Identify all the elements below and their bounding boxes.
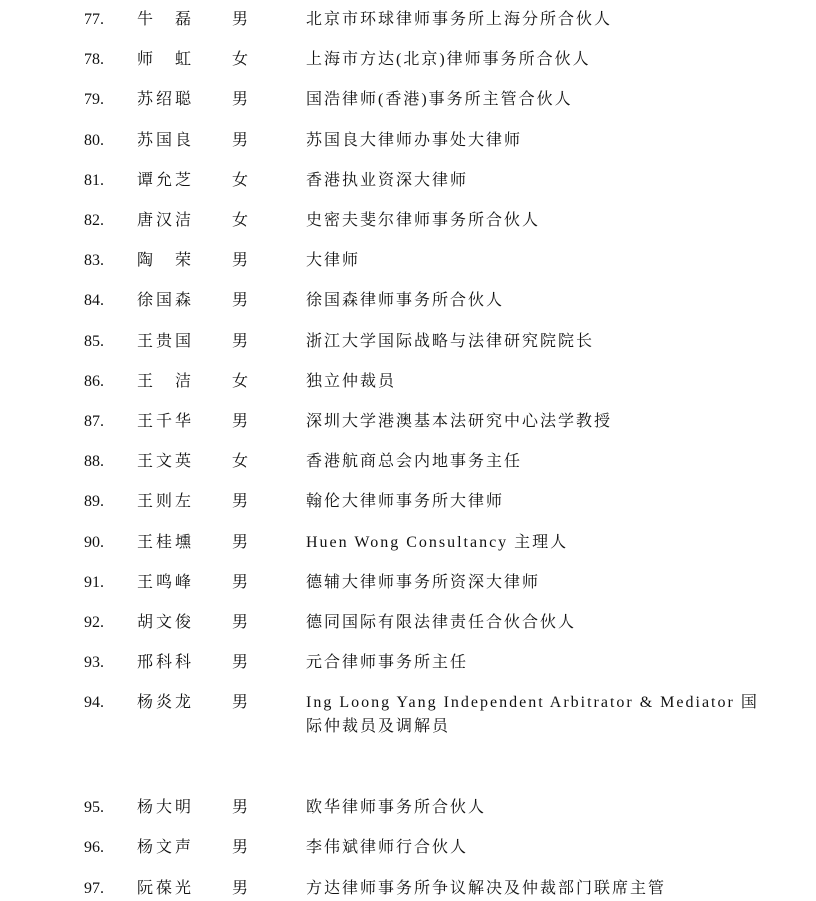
entry-gender: 男 bbox=[232, 839, 249, 857]
entry-name: 王则左 bbox=[137, 493, 195, 511]
entry-number: 92. bbox=[84, 614, 104, 631]
entry-number: 97. bbox=[84, 879, 104, 897]
entry-gender: 男 bbox=[232, 91, 249, 109]
entry-name: 王文英 bbox=[137, 453, 195, 471]
entry-gender: 男 bbox=[232, 573, 249, 591]
entry-name: 杨炎龙 bbox=[137, 694, 195, 712]
entry-gender: 男 bbox=[232, 131, 249, 149]
entry-organization: 国浩律师(香港)事务所主管合伙人 bbox=[306, 91, 573, 109]
entry-name: 苏绍聪 bbox=[137, 91, 195, 109]
entry-number: 77. bbox=[84, 11, 104, 28]
entry-name: 唐汉洁 bbox=[137, 212, 195, 229]
entry-number: 93. bbox=[84, 654, 104, 672]
entry-organization: 方达律师事务所争议解决及仲裁部门联席主管 bbox=[306, 879, 667, 897]
entry-organization: 北京市环球律师事务所上海分所合伙人 bbox=[306, 11, 613, 28]
entry-name: 谭允芝 bbox=[137, 171, 195, 189]
entry-name: 苏国良 bbox=[137, 131, 195, 149]
entry-gender: 男 bbox=[232, 252, 249, 270]
entry-organization: 德辅大律师事务所资深大律师 bbox=[306, 573, 541, 591]
entry-gender: 女 bbox=[232, 51, 249, 69]
entry-number: 86. bbox=[84, 372, 104, 390]
entry-gender: 女 bbox=[232, 372, 249, 390]
entry-name: 王鸣峰 bbox=[137, 573, 195, 591]
entry-gender: 男 bbox=[232, 533, 249, 551]
entry-organization: 香港航商总会内地事务主任 bbox=[306, 453, 523, 471]
entry-number: 80. bbox=[84, 131, 104, 149]
entry-organization: 欧华律师事务所合伙人 bbox=[306, 798, 487, 816]
entry-number: 85. bbox=[84, 332, 104, 350]
entry-organization: 元合律师事务所主任 bbox=[306, 654, 469, 672]
entry-organization: 德同国际有限法律责任合伙合伙人 bbox=[306, 614, 577, 631]
entry-gender: 男 bbox=[232, 11, 249, 28]
entry-number: 83. bbox=[84, 252, 104, 270]
entry-gender: 男 bbox=[232, 614, 249, 631]
entry-organization: 史密夫斐尔律师事务所合伙人 bbox=[306, 212, 541, 229]
entry-name: 胡文俊 bbox=[137, 614, 195, 631]
entry-organization: 李伟斌律师行合伙人 bbox=[306, 839, 469, 857]
entry-organization: 浙江大学国际战略与法律研究院院长 bbox=[306, 332, 595, 350]
entry-name: 徐国森 bbox=[137, 292, 195, 310]
entry-gender: 男 bbox=[232, 879, 249, 897]
entry-number: 87. bbox=[84, 413, 104, 430]
entry-name: 邢科科 bbox=[137, 654, 195, 672]
entry-name: 师 虹 bbox=[137, 51, 195, 69]
entry-number: 90. bbox=[84, 533, 104, 551]
entry-name: 杨大明 bbox=[137, 798, 195, 816]
entry-gender: 男 bbox=[232, 694, 249, 712]
entry-organization: 大律师 bbox=[306, 252, 361, 270]
entry-number: 82. bbox=[84, 212, 104, 229]
entry-organization: Huen Wong Consultancy 主理人 bbox=[306, 533, 569, 551]
entry-organization: 香港执业资深大律师 bbox=[306, 171, 469, 189]
entry-gender: 女 bbox=[232, 212, 249, 229]
entry-gender: 男 bbox=[232, 292, 249, 310]
entry-name: 牛 磊 bbox=[137, 11, 195, 28]
entry-number: 88. bbox=[84, 453, 104, 471]
entry-number: 84. bbox=[84, 292, 104, 310]
entry-name: 陶 荣 bbox=[137, 252, 195, 270]
entry-number: 89. bbox=[84, 493, 104, 511]
entry-name: 王千华 bbox=[137, 413, 195, 430]
entry-number: 96. bbox=[84, 839, 104, 857]
entry-organization: 深圳大学港澳基本法研究中心法学教授 bbox=[306, 413, 613, 430]
entry-organization: 上海市方达(北京)律师事务所合伙人 bbox=[306, 51, 591, 69]
entry-organization: 独立仲裁员 bbox=[306, 372, 397, 390]
entry-gender: 男 bbox=[232, 413, 249, 430]
entry-organization: 徐国森律师事务所合伙人 bbox=[306, 292, 505, 310]
entry-number: 95. bbox=[84, 798, 104, 816]
entry-gender: 女 bbox=[232, 453, 249, 471]
entry-gender: 男 bbox=[232, 798, 249, 816]
entry-name: 阮葆光 bbox=[137, 879, 195, 897]
entry-number: 81. bbox=[84, 171, 104, 189]
entry-name: 王桂壎 bbox=[137, 533, 195, 551]
entry-number: 94. bbox=[84, 694, 104, 712]
entry-gender: 男 bbox=[232, 493, 249, 511]
entry-gender: 男 bbox=[232, 332, 249, 350]
entry-gender: 男 bbox=[232, 654, 249, 672]
entry-gender: 女 bbox=[232, 171, 249, 189]
entry-number: 78. bbox=[84, 51, 104, 69]
entry-name: 王贵国 bbox=[137, 332, 195, 350]
entry-name: 王 洁 bbox=[137, 372, 195, 390]
entry-name: 杨文声 bbox=[137, 839, 195, 857]
entry-number: 91. bbox=[84, 573, 104, 591]
entry-organization: Ing Loong Yang Independent Arbitrator & Mediator 国际仲裁员及调解员 bbox=[306, 694, 759, 736]
entry-number: 79. bbox=[84, 91, 104, 109]
entry-organization: 翰伦大律师事务所大律师 bbox=[306, 493, 505, 511]
entry-organization: 苏国良大律师办事处大律师 bbox=[306, 131, 523, 149]
